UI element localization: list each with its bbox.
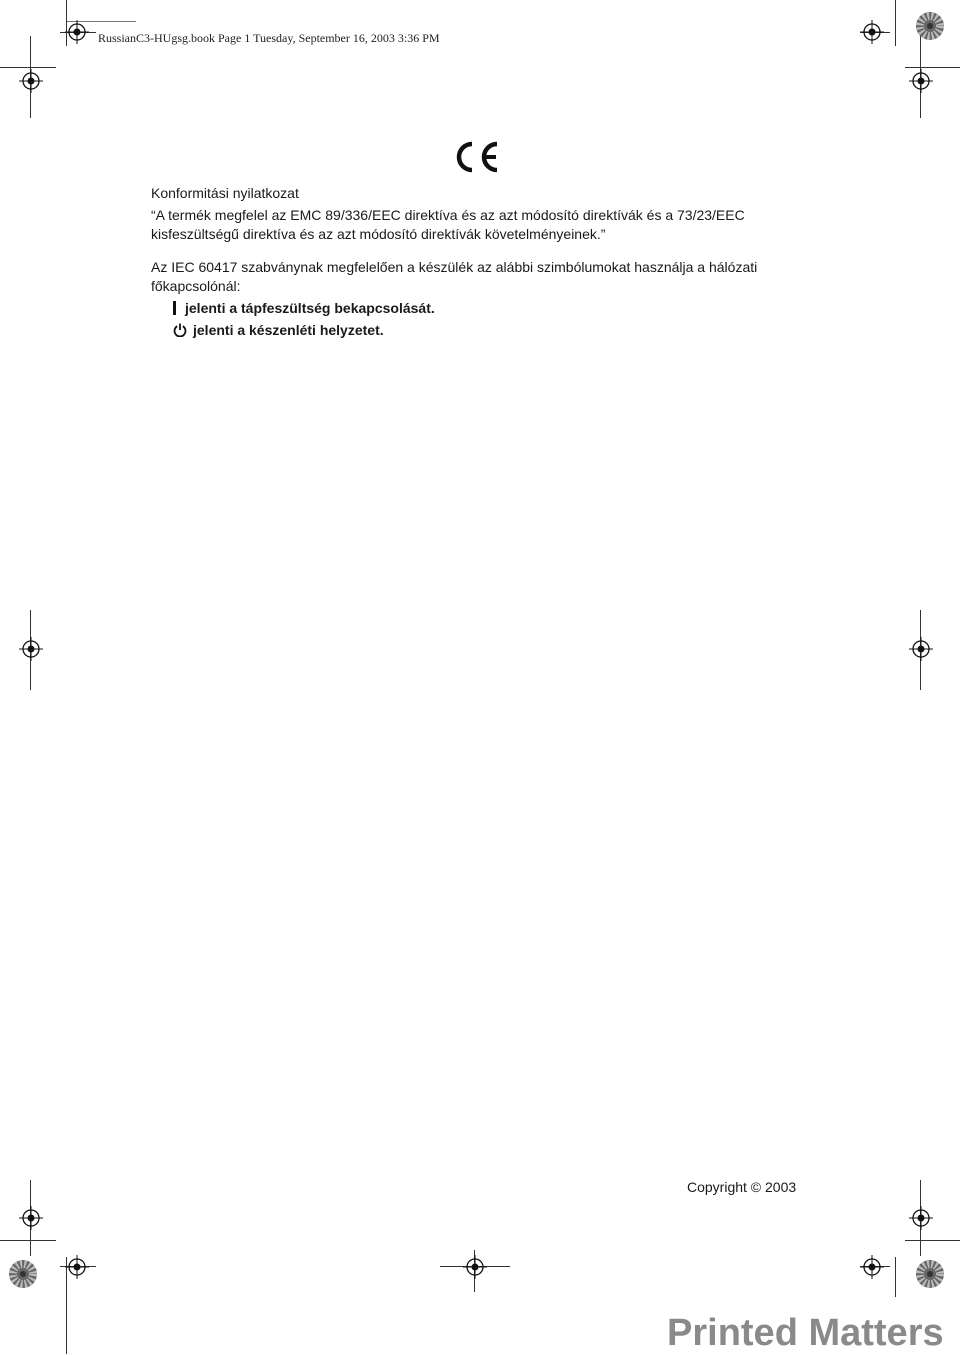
- declaration-line: “A termék megfelel az EMC 89/336/EEC direktíva és az azt módosító direktívák és a 73/23/EEC: [151, 207, 745, 223]
- registration-mark-icon: [65, 20, 89, 44]
- page-title: Konformitási nyilatkozat: [151, 185, 299, 201]
- slug-line: RussianC3-HUgsg.book Page 1 Tuesday, September 16, 2003 3:36 PM: [98, 31, 440, 45]
- crop-line: [895, 1257, 896, 1297]
- registration-mark-icon: [65, 1255, 89, 1279]
- star-target-icon: [915, 11, 945, 41]
- watermark-text: Printed Matters: [667, 1312, 944, 1354]
- crop-line: [0, 67, 56, 68]
- registration-mark-icon: [909, 69, 933, 93]
- crop-line: [895, 0, 896, 46]
- registration-mark-icon: [909, 1206, 933, 1230]
- registration-mark-icon: [463, 1255, 487, 1279]
- power-on-bar-icon: [173, 301, 176, 315]
- symbol-description: jelenti a tápfeszültség bekapcsolását.: [185, 300, 435, 316]
- declaration-line: kisfeszültségű direktíva és az azt módosító direktívák követelményeinek.”: [151, 226, 606, 242]
- copyright-text: Copyright © 2003: [687, 1179, 797, 1195]
- iec-line: Az IEC 60417 szabványnak megfelelően a készülék az alábbi szimbólumokat használja a hálózati: [151, 259, 758, 275]
- registration-mark-icon: [19, 69, 43, 93]
- symbol-item-on: [173, 300, 435, 316]
- standby-power-icon: [173, 323, 187, 337]
- symbol-description: jelenti a készenléti helyzetet.: [193, 322, 384, 338]
- registration-mark-icon: [909, 637, 933, 661]
- iec-paragraph: [151, 258, 757, 296]
- registration-mark-icon: [860, 20, 884, 44]
- declaration-paragraph: [151, 206, 745, 244]
- symbol-item-standby: [173, 322, 384, 338]
- crop-line: [905, 1240, 960, 1241]
- registration-mark-icon: [19, 637, 43, 661]
- registration-mark-icon: [19, 1206, 43, 1230]
- star-target-icon: [915, 1259, 945, 1289]
- iec-line: főkapcsolónál:: [151, 278, 241, 294]
- crop-line: [905, 67, 960, 68]
- ce-mark-icon: [452, 140, 500, 174]
- registration-mark-icon: [860, 1255, 884, 1279]
- crop-line: [0, 1240, 56, 1241]
- star-target-icon: [8, 1259, 38, 1289]
